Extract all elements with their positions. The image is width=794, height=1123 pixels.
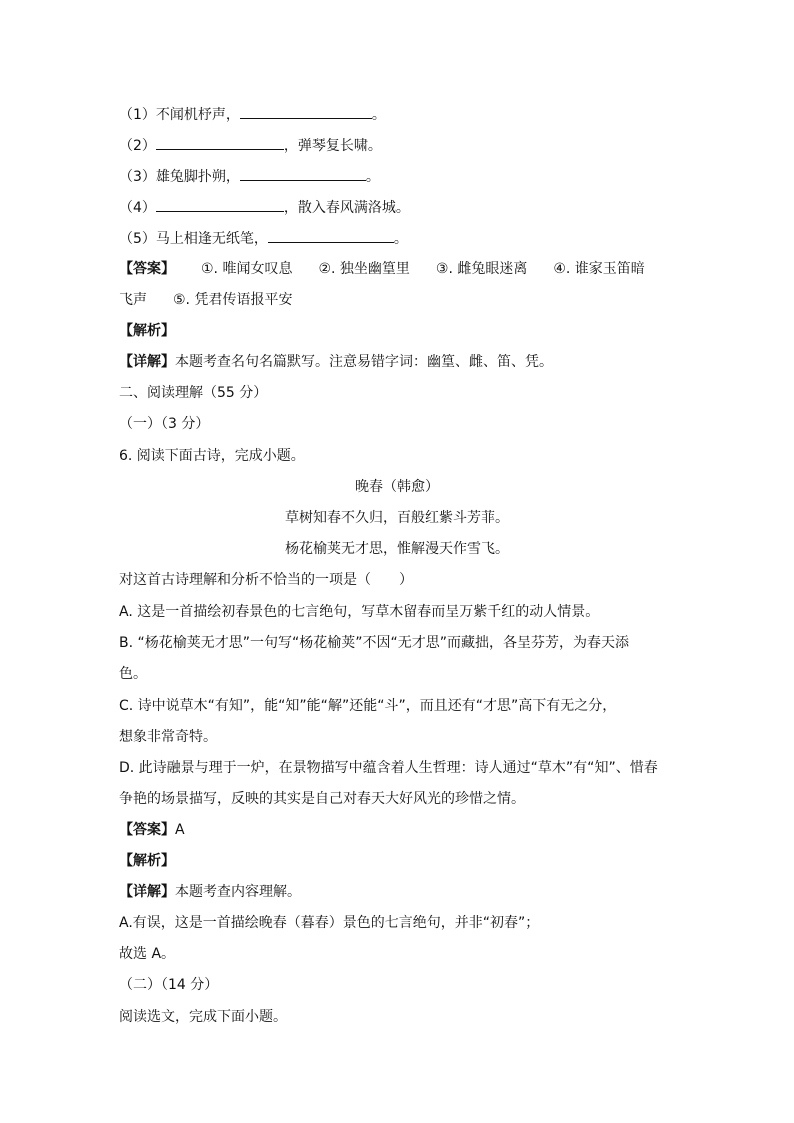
fill-blank-2-prefix: （2） <box>119 138 156 154</box>
fill-blank-4-prefix: （4） <box>119 200 156 216</box>
fill-blank-4-suffix: ，散入春风满洛城。 <box>283 200 410 216</box>
detail-1-text: 本题考查名句名篇默写。注意易错字词：幽篁、雌、笛、凭。 <box>175 354 553 370</box>
option-b-line-2: 色。 <box>119 666 147 682</box>
analysis-2-label: 【解析】 <box>119 853 175 869</box>
detail-1-label: 【详解】 <box>119 354 175 370</box>
analysis-1-label: 【解析】 <box>119 323 175 339</box>
fill-blank-3 <box>119 166 684 188</box>
part-2-prompt: 阅读选文，完成下面小题。 <box>119 1009 287 1025</box>
answer-1-item-5: ⑤. 凭君传语报平安 <box>173 292 293 308</box>
detail-2 <box>119 882 684 904</box>
part-1-title: （一）（3 分） <box>119 416 210 432</box>
question-stem: 对这首古诗理解和分析不恰当的一项是（ ） <box>119 572 413 588</box>
option-b-line-1: B. “杨花榆荚无才思”一句写“杨花榆荚”不因“无才思”而藏拙，各呈芬芳，为春天添 <box>119 635 630 651</box>
answer-2-label: 【答案】 <box>119 822 175 838</box>
section-2-title: 二、阅读理解（55 分） <box>119 385 268 401</box>
option-c-line-2: 想象非常奇特。 <box>119 729 217 745</box>
answer-blank-4[interactable] <box>156 197 284 212</box>
answer-blank-5[interactable] <box>268 228 394 243</box>
fill-blank-1 <box>119 104 684 126</box>
poem-line-1: 草树知春不久归，百般红紫斗芳菲。 <box>285 510 509 526</box>
answer-2 <box>119 820 684 842</box>
answer-1-item-1: ①. 唯闻女叹息 <box>201 261 293 277</box>
option-c-line-1: C. 诗中说草木“有知”，能“知”能“解”还能“斗”，而且还有“才思”高下有无之分， <box>119 698 617 714</box>
fill-blank-1-suffix: 。 <box>371 107 386 123</box>
answer-1-item-4: ④. 谁家玉笛暗 <box>553 261 645 277</box>
question-6-prompt: 6. 阅读下面古诗，完成小题。 <box>119 448 305 464</box>
detail-2-label: 【详解】 <box>119 884 175 900</box>
option-a: A. 这是一首描绘初春景色的七言绝句，写草木留春而呈万紫千红的动人情景。 <box>119 604 600 620</box>
fill-blank-1-prefix: （1）不闻机杼声， <box>119 107 240 123</box>
fill-blank-5 <box>119 228 684 250</box>
answer-blank-3[interactable] <box>240 166 366 181</box>
answer-1-line-2-prefix: 飞声 <box>119 292 147 308</box>
option-d-line-2: 争艳的场景描写，反映的其实是自己对春天大好风光的珍惜之情。 <box>119 791 525 807</box>
poem-line-2: 杨花榆荚无才思，惟解漫天作雪飞。 <box>285 541 509 557</box>
answer-blank-1[interactable] <box>240 104 372 119</box>
option-d-line-1: D. 此诗融景与理于一炉，在景物描写中蕴含着人生哲理：诗人通过“草木”有“知”、惜春 <box>119 760 658 776</box>
fill-blank-2 <box>119 135 684 157</box>
answer-1-item-3: ③. 雌兔眼迷离 <box>435 261 528 277</box>
fill-blank-4 <box>119 197 684 219</box>
detail-2-text: 本题考查内容理解。 <box>175 884 301 900</box>
fill-blank-5-prefix: （5）马上相逢无纸笔， <box>119 231 268 247</box>
answer-2-value: A <box>175 822 185 838</box>
fill-blank-3-prefix: （3）雄兔脚扑朔， <box>119 169 240 185</box>
explain-a: A.有误，这是一首描绘晚春（暮春）景色的七言绝句，并非“初春”； <box>119 915 540 931</box>
fill-blank-2-suffix: ，弹琴复长啸。 <box>283 138 382 154</box>
answer-1-line-2 <box>119 290 684 312</box>
answer-1-line-1 <box>119 259 684 281</box>
choose-answer: 故选 A。 <box>119 946 176 962</box>
answer-blank-2[interactable] <box>156 135 284 150</box>
part-2-title: （二）（14 分） <box>119 977 219 993</box>
answer-1-label: 【答案】 <box>119 261 175 277</box>
poem-title: 晚春（韩愈） <box>355 479 439 495</box>
answer-1-item-2: ②. 独坐幽篁里 <box>318 261 410 277</box>
fill-blank-3-suffix: 。 <box>365 169 380 185</box>
detail-1 <box>119 352 684 374</box>
fill-blank-5-suffix: 。 <box>393 231 408 247</box>
